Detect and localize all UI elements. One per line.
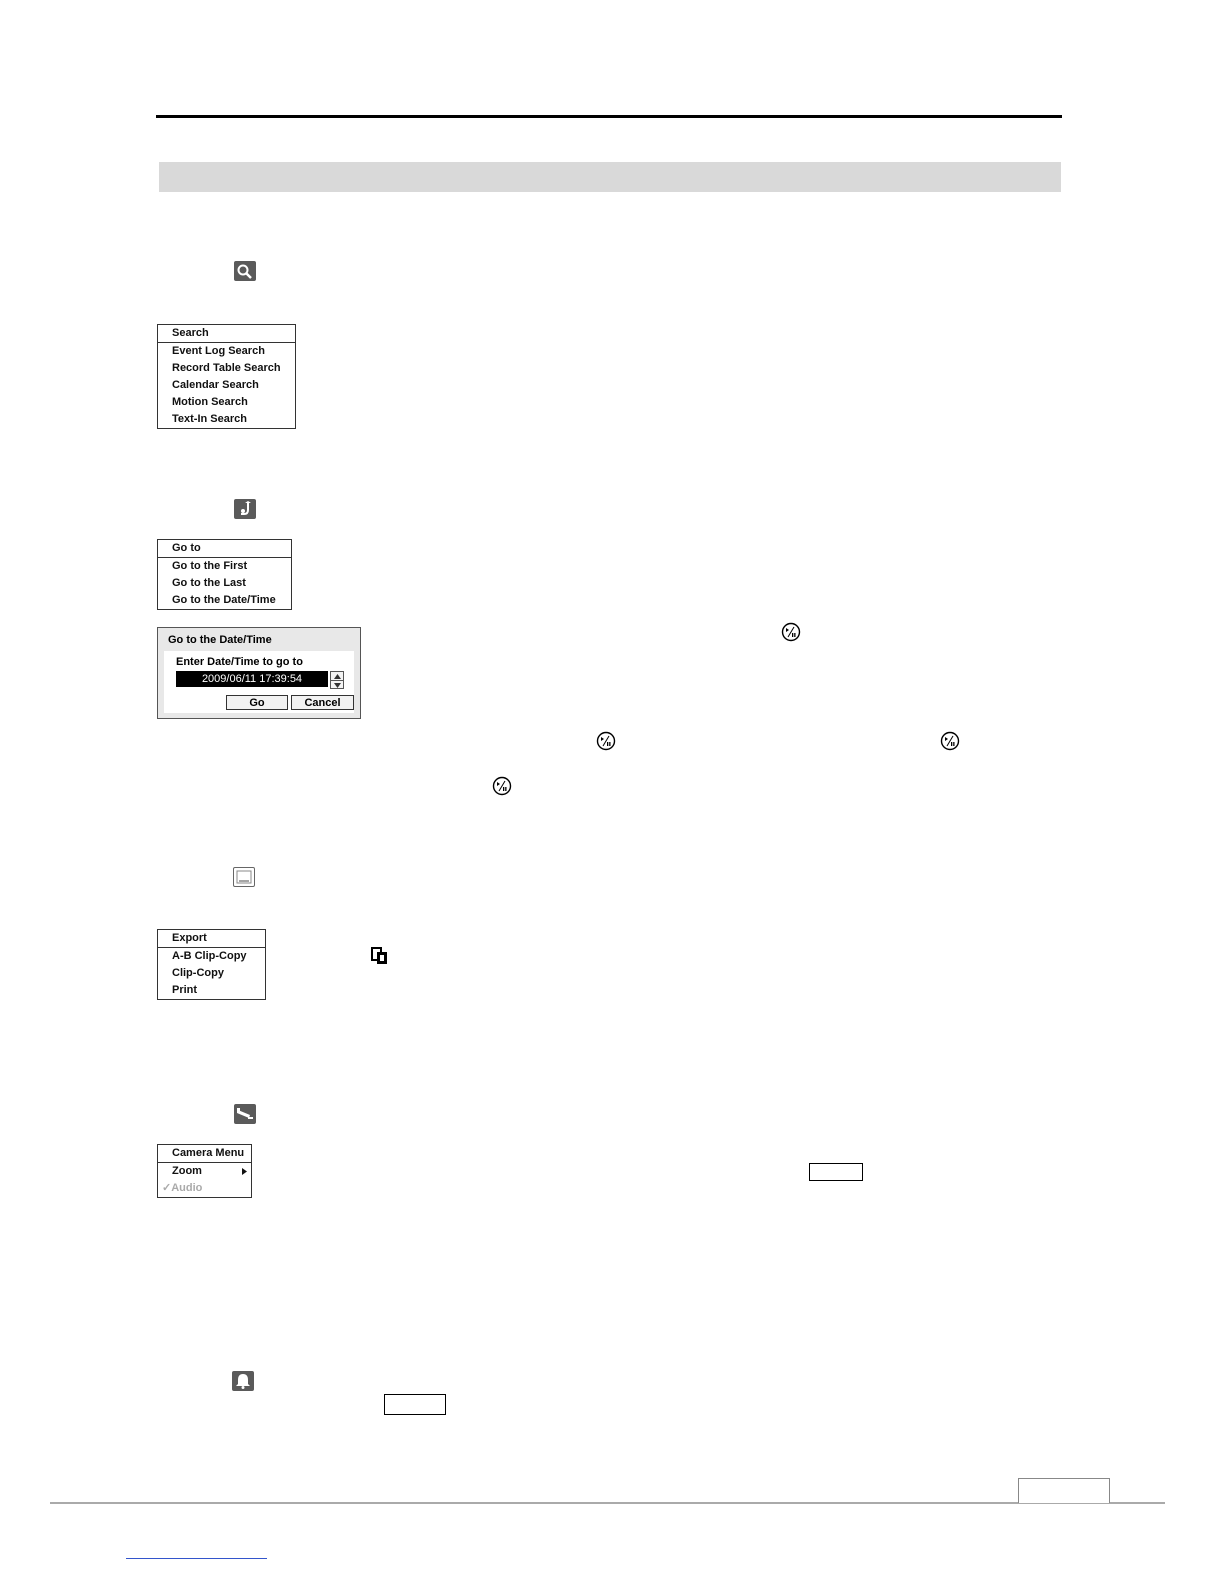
cancel-button[interactable]: Cancel bbox=[291, 695, 354, 710]
menu-item-clip-copy[interactable]: Clip-Copy bbox=[172, 967, 224, 979]
datetime-spinner[interactable] bbox=[330, 671, 344, 689]
menu-item-zoom[interactable] bbox=[158, 1163, 251, 1180]
datetime-input[interactable]: 2009/06/11 17:39:54 bbox=[176, 671, 328, 687]
submenu-arrow-icon bbox=[242, 1168, 247, 1175]
dialog-title: Go to the Date/Time bbox=[168, 634, 272, 646]
export-menu bbox=[157, 929, 266, 1000]
inline-button-box bbox=[384, 1394, 446, 1415]
goto-datetime-dialog bbox=[157, 627, 361, 719]
menu-item-print[interactable]: Print bbox=[172, 984, 198, 996]
goto-menu-title: Go to bbox=[158, 540, 291, 558]
goto-icon[interactable] bbox=[234, 499, 256, 519]
menu-item-event-log-search[interactable]: Event Log Search bbox=[172, 345, 265, 357]
audio-check-icon: ✓ bbox=[162, 1182, 172, 1194]
page-number-tab bbox=[1018, 1478, 1110, 1503]
go-button[interactable]: Go bbox=[226, 695, 288, 710]
section-heading-band bbox=[159, 162, 1061, 192]
search-icon[interactable] bbox=[234, 261, 256, 281]
play-pause-icon bbox=[596, 731, 616, 751]
clip-copy-icon bbox=[371, 947, 389, 965]
camera-menu bbox=[157, 1144, 252, 1198]
goto-menu bbox=[157, 539, 292, 610]
footer-rule bbox=[50, 1502, 1165, 1504]
header-rule bbox=[156, 115, 1062, 118]
play-pause-icon bbox=[492, 776, 512, 796]
menu-item-audio bbox=[158, 1180, 251, 1197]
spin-up-icon[interactable] bbox=[331, 672, 343, 680]
menu-item-go-to-last[interactable]: Go to the Last bbox=[172, 577, 246, 589]
menu-item-go-to-first[interactable]: Go to the First bbox=[172, 560, 248, 572]
search-menu-title: Search bbox=[158, 325, 295, 343]
audio-label: Audio bbox=[171, 1182, 203, 1194]
footer-link-underline bbox=[126, 1558, 267, 1559]
search-menu bbox=[157, 324, 296, 429]
menu-item-text-in-search[interactable]: Text-In Search bbox=[172, 413, 247, 425]
bell-icon[interactable] bbox=[232, 1371, 254, 1391]
inline-button-box bbox=[809, 1163, 863, 1181]
dialog-panel bbox=[164, 651, 354, 713]
play-pause-icon bbox=[781, 622, 801, 642]
dialog-prompt: Enter Date/Time to go to bbox=[176, 656, 303, 668]
menu-item-go-to-date-time[interactable]: Go to the Date/Time bbox=[172, 594, 276, 606]
menu-item-ab-clip-copy[interactable]: A-B Clip-Copy bbox=[172, 950, 247, 962]
export-icon[interactable] bbox=[233, 867, 255, 887]
menu-item-calendar-search[interactable]: Calendar Search bbox=[172, 379, 259, 391]
play-pause-icon bbox=[940, 731, 960, 751]
zoom-label: Zoom bbox=[172, 1165, 202, 1177]
menu-item-motion-search[interactable]: Motion Search bbox=[172, 396, 248, 408]
camera-icon[interactable] bbox=[234, 1104, 256, 1124]
camera-menu-title: Camera Menu bbox=[158, 1145, 251, 1163]
spin-down-icon[interactable] bbox=[331, 680, 343, 689]
export-menu-title: Export bbox=[158, 930, 265, 948]
menu-item-record-table-search[interactable]: Record Table Search bbox=[172, 362, 281, 374]
